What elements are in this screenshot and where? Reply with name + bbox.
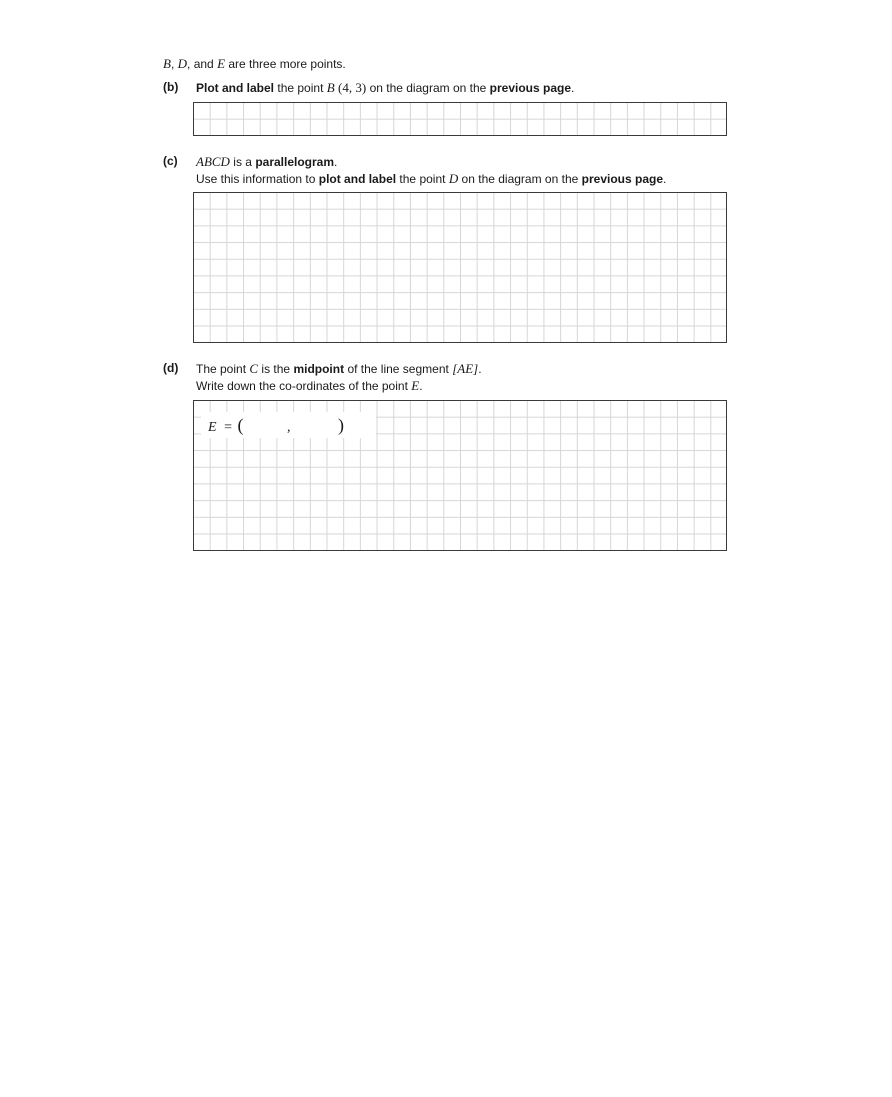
var-b: B <box>326 80 335 95</box>
part-c-line2 <box>196 171 666 187</box>
question-label-b: (b) <box>163 80 179 94</box>
sep: , and <box>187 57 214 71</box>
text: . <box>334 155 338 169</box>
text: on the diagram on the <box>369 81 487 95</box>
text: on the diagram on the <box>461 172 579 186</box>
var-b: B <box>163 56 171 71</box>
shape-name: ABCD <box>196 154 230 169</box>
open-paren: ( <box>237 415 244 435</box>
bold-instruction: plot and label <box>318 172 397 186</box>
segment-name: [AE] <box>452 361 479 376</box>
bold-term: midpoint <box>293 362 345 376</box>
text: . <box>478 362 482 376</box>
intro-text: are three more points. <box>228 57 346 71</box>
part-b-text <box>196 80 574 96</box>
text: the point <box>399 172 446 186</box>
comma: , <box>286 420 291 435</box>
text: of the line segment <box>347 362 449 376</box>
answer-label-e <box>201 412 376 438</box>
question-label-c: (c) <box>163 154 178 168</box>
close-paren: ) <box>337 415 344 435</box>
text: . <box>571 81 575 95</box>
part-d-line1 <box>196 361 482 377</box>
text: Use this information to <box>196 172 316 186</box>
text: is the <box>261 362 291 376</box>
answer-area-b[interactable] <box>193 102 727 136</box>
equals-sign: = <box>224 420 232 435</box>
var-e: E <box>411 378 420 393</box>
question-label-d: (d) <box>163 361 179 375</box>
answer-area-c[interactable] <box>193 192 727 343</box>
var-c: C <box>249 361 259 376</box>
intro-line <box>163 56 346 72</box>
text: . <box>419 379 423 393</box>
bold-reference: previous page <box>581 172 663 186</box>
bold-reference: previous page <box>489 81 572 95</box>
part-c-line1 <box>196 154 337 170</box>
var-e: E <box>217 56 226 71</box>
sep: , <box>170 57 175 71</box>
text: . <box>663 172 667 186</box>
var-e: E <box>208 420 217 435</box>
text: is a <box>233 155 252 169</box>
text: the point <box>277 81 324 95</box>
var-d: D <box>177 56 188 71</box>
text: Write down the co-ordinates of the point <box>196 379 408 393</box>
var-d: D <box>448 171 459 186</box>
text: The point <box>196 362 247 376</box>
point-coordinates: (4, 3) <box>338 80 367 95</box>
bold-term: parallelogram <box>255 155 335 169</box>
part-d-line2 <box>196 378 423 394</box>
bold-instruction: Plot and label <box>196 81 275 95</box>
